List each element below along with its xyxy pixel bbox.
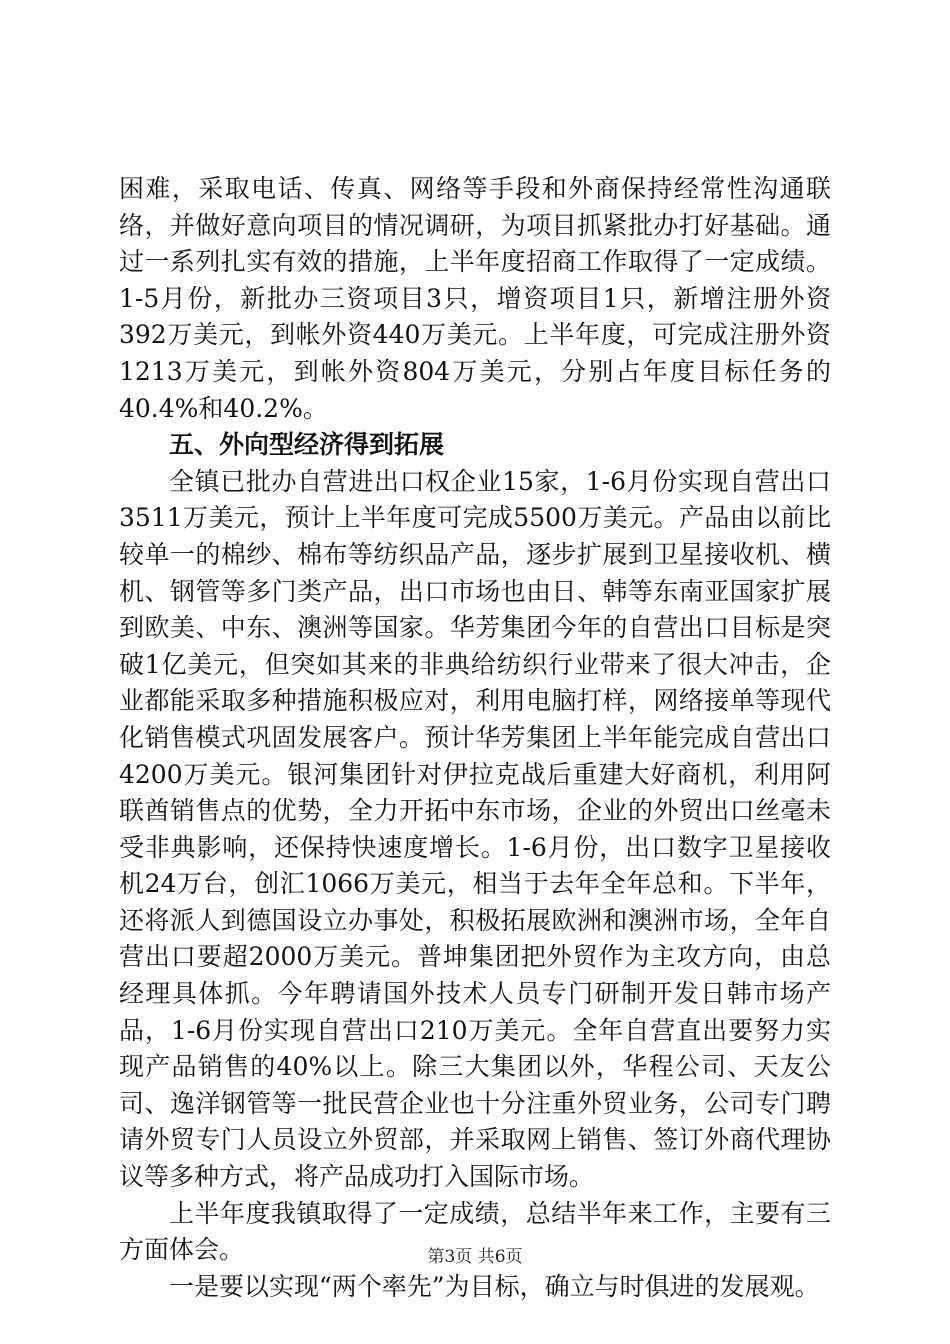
document-body <box>119 171 831 1305</box>
paragraph-point-one: 一是要以实现“两个率先”为目标，确立与时俱进的发展观。 <box>169 1271 820 1301</box>
page-footer: 第3页 共6页 <box>427 1247 523 1267</box>
paragraph-export-economy: 全镇已批办自营进出口权企业15家，1-6月份实现自营出口3511万美元，预计上半年度可完成5500万美元。产品由以前比较单一的棉纱、棉布等纺织品产品，逐步扩展到卫星接收机、横机、钢管等多门类产品，出口市场也由日、韩等东南亚国家扩展到欧美、中东、澳洲等国家。华芳集团今年的自营出口目标是突破1亿美元，但突如其来的非典给纺织行业带来了很大冲击，企业都能采取多种措施积极应对，利用电脑打样，网络接单等现代化销售模式巩固发展客户。预计华芳集团上半年能完成自营出口4200万美元。银河集团针对伊拉克战后重建大好商机，利用阿联酋销售点的优势，全力开拓中东市场，企业的外贸出口丝毫未受非典影响，还保持快速度增长。1-6月份，出口数字卫星接收机24万台，创汇1066万美元，相当于去年全年总和。下半年，还将派人到德国设立办事处，积极拓展欧洲和澳洲市场，全年自营出口要超2000万美元。普坤集团把外贸作为主攻方向，由总经理具体抓。今年聘请国外技术人员专门研制开发日韩市场产品，1-6月份实现自营出口210万美元。全年自营直出要努力实现产品销售的40%以上。除三大集团以外，华程公司、天友公司、逸洋钢管等一批民营企业也十分注重外贸业务，公司专门聘请外贸专门人员设立外贸部，并采取网上销售、签订外商代理协议等多种方式，将产品成功打入国际市场。 <box>119 466 831 1192</box>
section-heading-five: 五、外向型经济得到拓展 <box>169 430 445 460</box>
paragraph-summary: 上半年度我镇取得了一定成绩，总结半年来工作，主要有三方面体会。 <box>119 1198 831 1265</box>
paragraph-continuation: 困难，采取电话、传真、网络等手段和外商保持经常性沟通联络，并做好意向项目的情况调研，为项目抓紧批办打好基础。通过一系列扎实有效的措施，上半年度招商工作取得了一定成绩。1-5月份，新批办三资项目3只，增资项目1只，新增注册外资392万美元，到帐外资440万美元。上半年度，可完成注册外资1213万美元，到帐外资804万美元，分别占年度目标任务的40.4%和40.2%。 <box>119 174 831 423</box>
